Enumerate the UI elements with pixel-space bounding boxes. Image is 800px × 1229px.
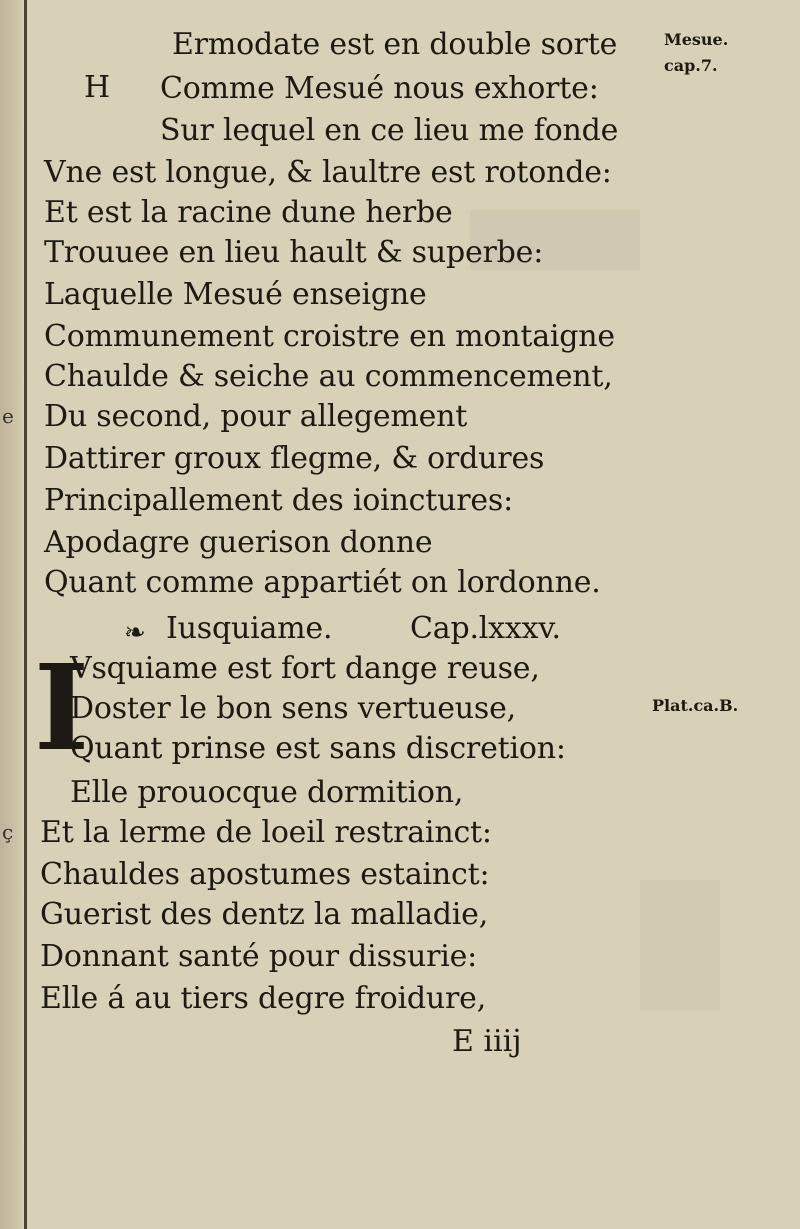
verse-line: Comme Mesué nous exhorte:	[160, 71, 599, 106]
margin-note-mesue: Mesue.	[664, 30, 729, 49]
margin-note-cap: cap.7.	[664, 56, 718, 75]
verse-line: Quant comme appartiét on lordonne.	[44, 565, 601, 600]
drop-cap: I	[34, 638, 90, 777]
verse-line: Et la lerme de loeil restrainct:	[40, 815, 492, 850]
signature-mark: E iiij	[452, 1024, 522, 1059]
verse-line: Doster le bon sens vertueuse,	[70, 691, 516, 726]
verse-line: Et est la racine dune herbe	[44, 195, 453, 230]
verse-line: Du second, pour allegement	[44, 399, 468, 434]
gutter-bleed-mark: e	[2, 404, 14, 428]
margin-note-plat: Plat.ca.B.	[652, 696, 739, 715]
gutter-bleed-mark: ç	[2, 820, 14, 844]
verse-line: Guerist des dentz la malladie,	[40, 897, 489, 932]
verse-line: Quant prinse est sans discretion:	[70, 731, 566, 766]
verse-line: Elle prouocque dormition,	[70, 775, 464, 810]
verse-line: Vsquiame est fort dange reuse,	[70, 651, 540, 686]
verse-line: Chauldes apostumes estainct:	[40, 857, 490, 892]
verse-line: Ermodate est en double sorte	[172, 27, 618, 62]
verse-line: Donnant santé pour dissurie:	[40, 939, 478, 974]
fleuron-icon: ❧	[124, 618, 146, 648]
chapter-title: Iusquiame.	[166, 611, 333, 646]
verse-line: Laquelle Mesué enseigne	[44, 277, 427, 312]
verse-line: Vne est longue, & laultre est rotonde:	[44, 155, 612, 190]
verse-line: Dattirer groux flegme, & ordures	[44, 441, 545, 476]
verse-line: Trouuee en lieu hault & superbe:	[44, 235, 544, 270]
verse-line: Principallement des ioinctures:	[44, 483, 514, 518]
verse-line: Apodagre guerison donne	[44, 525, 433, 560]
page-gutter	[0, 0, 22, 1229]
verse-line: Sur lequel en ce lieu me fonde	[160, 113, 619, 148]
verse-line: Communement croistre en montaigne	[44, 319, 615, 354]
verse-line: Chaulde & seiche au commencement,	[44, 359, 613, 394]
chapter-number: Cap.lxxxv.	[410, 611, 561, 646]
bleed-through-shadow	[640, 880, 720, 1010]
gutter-rule	[24, 0, 27, 1229]
margin-letter-h: H	[84, 70, 111, 105]
verse-line: Elle á au tiers degre froidure,	[40, 981, 487, 1016]
